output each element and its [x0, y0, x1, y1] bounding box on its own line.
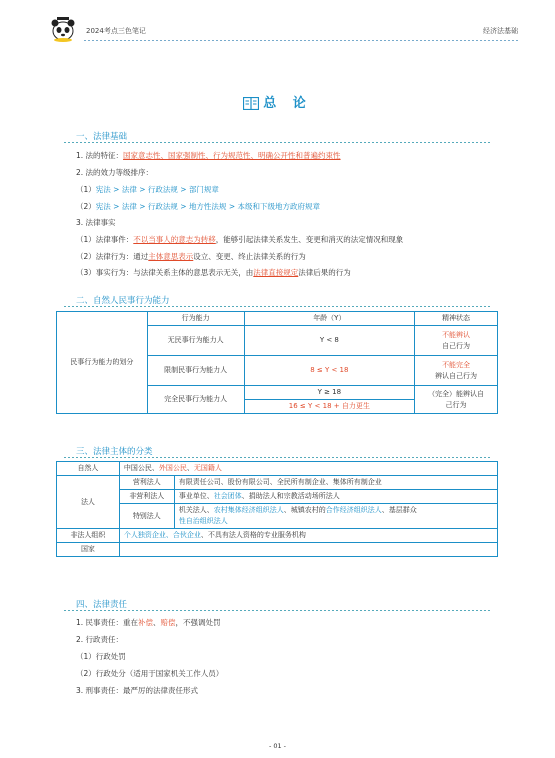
subjects-table: [56, 461, 498, 557]
table-row: [57, 529, 498, 543]
col-age: 年龄（Y）: [244, 312, 415, 326]
no-capacity-name: 无民事行为能力人: [147, 326, 244, 356]
non-legal-org-value: 个人独资企业、合伙企业、不具有法人资格的专业服务机构: [119, 529, 497, 543]
section-4-divider: [64, 610, 492, 611]
nonprofit-legal-label: 非营利法人: [119, 490, 174, 504]
legal-person-label: 法人: [57, 476, 120, 529]
page-number: - 01 -: [268, 742, 287, 750]
page-title-text: 总 论: [263, 96, 312, 111]
admin-sanction: （2）行政处分（适用于国家机关工作人员）: [76, 669, 224, 678]
legal-facts-heading: 3. 法律事实: [76, 218, 116, 227]
section-3-divider: [64, 457, 492, 458]
law-features: 1. 法的特征：国家意志性、国家强制性、行为规范性、明确公开性和普遍约束性: [76, 151, 341, 160]
panda-logo-icon: [48, 14, 78, 42]
special-legal-label: 特别法人: [119, 504, 174, 529]
full-capacity-state: （完全）能辨认自己行为: [415, 386, 498, 414]
table-row: [57, 476, 498, 490]
header-note-title: 2024考点三色笔记: [86, 27, 146, 35]
table-row: [57, 490, 498, 504]
no-capacity-state: 不能辨认 自己行为: [415, 326, 498, 356]
admin-liability: 2. 行政责任：: [76, 635, 124, 644]
section-3-heading: 三、法律主体的分类: [76, 447, 153, 457]
law-hierarchy-heading: 2. 法的效力等级排序：: [76, 168, 154, 177]
section-2-divider: [64, 306, 492, 307]
book-icon: [243, 97, 259, 110]
page-title: [0, 92, 555, 111]
col-capacity: 行为能力: [147, 312, 244, 326]
header-subject: 经济法基础: [483, 27, 518, 35]
limited-capacity-name: 限制民事行为能力人: [147, 356, 244, 386]
no-capacity-age: Y < 8: [244, 326, 415, 356]
admin-penalty: （1）行政处罚: [76, 652, 126, 661]
section-1-heading: 一、法律基础: [76, 132, 128, 142]
nonprofit-legal-value: 事业单位、社会团体、捐助法人和宗教活动场所法人: [174, 490, 497, 504]
limited-capacity-age: 8 ≤ Y < 18: [244, 356, 415, 386]
full-capacity-name: 完全民事行为能力人: [147, 386, 244, 414]
legal-act: （2）法律行为：通过主体意思表示设立、变更、终止法律关系的行为: [76, 252, 306, 261]
law-hierarchy-1: （1）宪法 > 法律 > 行政法规 > 部门规章: [76, 185, 219, 194]
state-value: [119, 543, 497, 557]
table-row: [57, 312, 498, 326]
col-mental-state: 精神状态: [415, 312, 498, 326]
table-row: [57, 504, 498, 529]
legal-event: （1）法律事件：不以当事人的意志为转移，能够引起法律关系发生、变更和消灭的法定情况和现象: [76, 235, 404, 244]
page-header: [48, 18, 518, 40]
civil-liability: 1. 民事责任：重在补偿、赔偿，不强调处罚: [76, 618, 221, 627]
section-1-divider: [64, 142, 492, 143]
natural-person-label: 自然人: [57, 462, 120, 476]
state-label: 国家: [57, 543, 120, 557]
criminal-liability: 3. 刑事责任：最严厉的法律责任形式: [76, 686, 199, 695]
full-capacity-age-2: 16 ≤ Y < 18 + 自力更生: [244, 400, 415, 414]
profit-legal-label: 营利法人: [119, 476, 174, 490]
natural-person-value: 中国公民、外国公民、无国籍人: [119, 462, 497, 476]
header-divider: [84, 40, 518, 41]
full-capacity-age-1: Y ≥ 18: [244, 386, 415, 400]
factual-act: （3）事实行为：与法律关系主体的意思表示无关，由法律直接规定法律后果的行为: [76, 268, 351, 277]
table-row: [57, 543, 498, 557]
table-row: [57, 462, 498, 476]
law-hierarchy-2: （2）宪法 > 法律 > 行政法规 > 地方性法规 > 本级和下级地方政府规章: [76, 202, 320, 211]
special-legal-value: 机关法人、农村集体经济组织法人、城镇农村的合作经济组织法人、基层群众 性自治组织法人: [174, 504, 497, 529]
profit-legal-value: 有限责任公司、股份有限公司、全民所有制企业、集体所有制企业: [174, 476, 497, 490]
section-2-heading: 二、自然人民事行为能力: [76, 296, 170, 306]
section-4-heading: 四、法律责任: [76, 600, 128, 610]
limited-capacity-state: 不能完全 辨认自己行为: [415, 356, 498, 386]
capacity-table: [56, 311, 498, 414]
capacity-rowhead: 民事行为能力的划分: [57, 312, 148, 414]
non-legal-org-label: 非法人组织: [57, 529, 120, 543]
